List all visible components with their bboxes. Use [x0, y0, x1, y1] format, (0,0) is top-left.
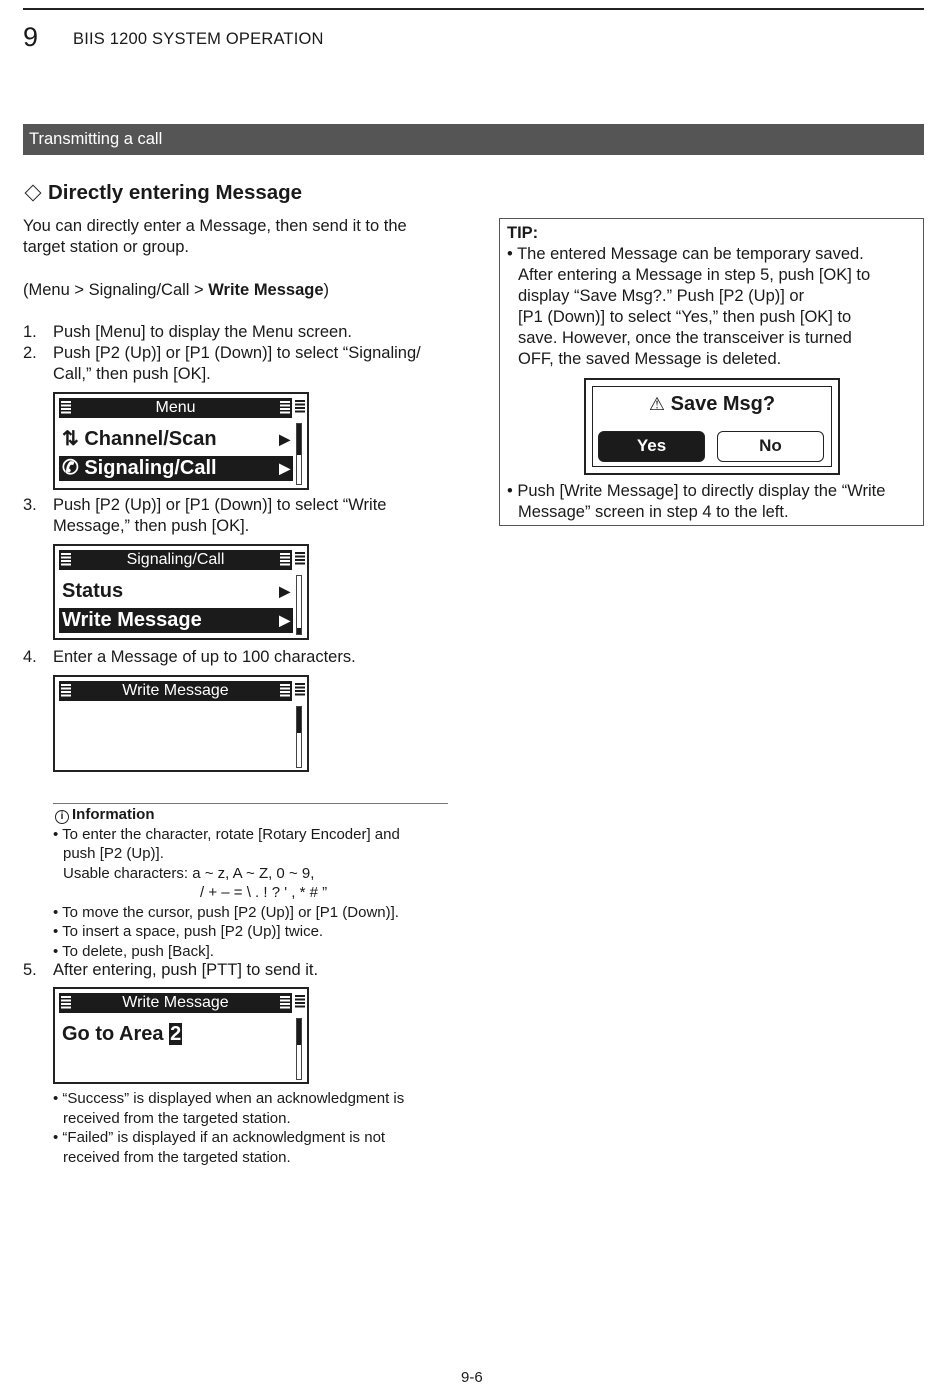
- lcd-title-bar: Signaling/Call: [59, 550, 292, 570]
- chapter-title: BIIS 1200 SYSTEM OPERATION: [73, 30, 324, 48]
- lcd-title-bar: Write Message: [59, 681, 292, 701]
- step-3: 3. Push [P2 (Up)] or [P1 (Down)] to select “Write Message,” then push [OK].: [23, 496, 387, 535]
- menu-path: (Menu > Signaling/Call > Write Message): [23, 281, 330, 299]
- grip-icon: [61, 684, 71, 698]
- section-bar: Transmitting a call: [23, 124, 924, 155]
- step-1: 1. Push [Menu] to display the Menu screen.: [23, 323, 352, 341]
- heading-text: Directly entering Message: [48, 181, 303, 204]
- diamond-icon: [25, 185, 42, 202]
- information-title: i Information: [53, 805, 448, 825]
- grip-icon: [295, 400, 305, 414]
- phone-icon: ✆: [62, 457, 79, 479]
- grip-icon: [61, 401, 71, 415]
- grip-icon: [280, 553, 290, 567]
- grip-icon: [295, 683, 305, 697]
- page-number: 9-6: [461, 1369, 483, 1386]
- scrollbar: [296, 1018, 302, 1080]
- dialog-title: ⚠ Save Msg?: [648, 393, 776, 415]
- scrollbar: [296, 423, 302, 485]
- information-box: i Information • To enter the character, rotate [Rotary Encoder] and push [P2 (Up)]. Usable characters: a ~ z, A ~ Z, 0 ~ 9, / + – = \ . ! ? ' , * # ” • To move the cursor, push [P2 (Up)] or [P1 (Down)]. • To insert a space, push [P2 (Up)] twice. • To delete, push [Back].: [53, 803, 448, 961]
- menu-row-signaling-call: ✆ Signaling/Call ▶: [59, 456, 293, 481]
- warning-icon: ⚠: [648, 394, 666, 414]
- message-text-row: Go to Area 2: [62, 1023, 182, 1045]
- grip-icon: [61, 553, 71, 567]
- menu-row-channel-scan: ⇅ Channel/Scan ▶: [62, 428, 290, 450]
- tip-content: TIP: • The entered Message can be temporary saved. After entering a Message in step 5, push [OK] to display “Save Msg?.” Push [P2 (Up)] or [P1 (Down)] to select “Yes,” then push [OK] to save. However, once the transceiver is turned OFF, the saved Message is deleted.: [507, 223, 917, 370]
- lcd-menu-screen: [53, 392, 309, 490]
- info-icon: i: [55, 810, 69, 824]
- right-arrow-icon: ▶: [279, 612, 290, 628]
- save-msg-dialog: [584, 378, 840, 475]
- updown-arrows-icon: ⇅: [62, 428, 79, 450]
- tip-bullet-2: • Push [Write Message] to directly display the “Write Message” screen in step 4 to the left.: [507, 482, 886, 521]
- intro-text: You can directly enter a Message, then send it to the target station or group.: [23, 217, 407, 256]
- scrollbar: [296, 706, 302, 768]
- step-5: 5. After entering, push [PTT] to send it.: [23, 961, 319, 979]
- grip-icon: [280, 401, 290, 415]
- lcd-title-bar: Menu: [59, 398, 292, 418]
- steps-1-2: [23, 322, 463, 392]
- lcd-write-message-empty: [53, 675, 309, 772]
- lcd-title-bar: Write Message: [59, 993, 292, 1013]
- header-rule: [23, 8, 924, 10]
- section-heading: [23, 181, 302, 205]
- lcd-signaling-screen: [53, 544, 309, 640]
- dialog-frame: [592, 386, 832, 467]
- right-arrow-icon: ▶: [279, 583, 290, 599]
- signaling-row-status: Status ▶: [62, 580, 290, 602]
- right-arrow-icon: ▶: [279, 460, 290, 476]
- no-button[interactable]: No: [717, 431, 824, 462]
- right-arrow-icon: ▶: [279, 431, 290, 447]
- chapter-number: 9: [23, 22, 39, 52]
- text-cursor: 2: [170, 1023, 182, 1045]
- grip-icon: [295, 552, 305, 566]
- step-4: 4. Enter a Message of up to 100 characters.: [23, 648, 356, 666]
- scrollbar: [296, 575, 302, 635]
- tip-title: TIP:: [507, 224, 539, 242]
- result-notes: • “Success” is displayed when an acknowledgment is received from the targeted station. • “Failed” is displayed if an acknowledgment is not received from the targeted station.: [53, 1090, 405, 1166]
- grip-icon: [61, 996, 71, 1010]
- grip-icon: [280, 996, 290, 1010]
- step-2: 2. Push [P2 (Up)] or [P1 (Down)] to select “Signaling/ Call,” then push [OK].: [23, 344, 421, 383]
- grip-icon: [295, 995, 305, 1009]
- signaling-row-write-message: Write Message ▶: [59, 608, 293, 633]
- lcd-write-message-filled: [53, 987, 309, 1084]
- grip-icon: [280, 684, 290, 698]
- yes-button[interactable]: Yes: [598, 431, 705, 462]
